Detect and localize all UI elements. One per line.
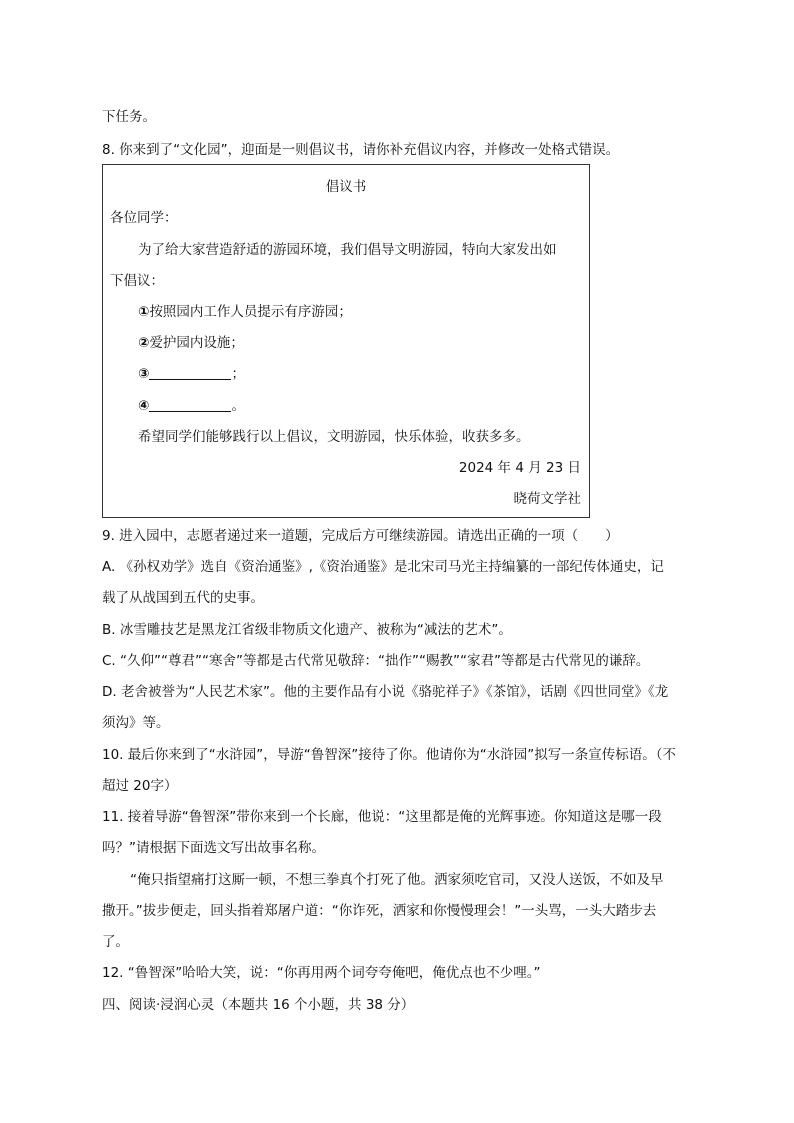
proposal-item-3 bbox=[138, 364, 245, 384]
proposal-intro: 为了给大家营造舒适的游园环境，我们倡导文明游园，特向大家发出如 bbox=[138, 242, 557, 258]
option-a-cont: 载了从战国到五代的史事。 bbox=[102, 590, 264, 606]
passage-line: “俺只指望痛打这厮一顿，不想三拳真个打死了他。洒家须吃官司，又没人送饭，不如及早 bbox=[130, 872, 664, 888]
text-line: 下任务。 bbox=[102, 109, 156, 125]
item-number: ④ bbox=[138, 398, 150, 414]
proposal-title: 倡议书 bbox=[325, 179, 367, 195]
proposal-item-2 bbox=[138, 333, 244, 353]
passage-line: 了。 bbox=[102, 934, 129, 950]
question-9: 9. 进入园中，志愿者递过来一道题，完成后方可继续游园。请选出正确的一项（ ） bbox=[102, 528, 619, 544]
item-number: ① bbox=[138, 304, 150, 320]
proposal-greeting: 各位同学： bbox=[110, 210, 178, 226]
item-text: 爱护园内设施； bbox=[149, 335, 244, 351]
question-11: 11. 接着导游“鲁智深”带你来到一个长廊，他说：“这里都是俺的光辉事迹。你知道这是哪一段 bbox=[102, 809, 662, 825]
passage-line: 撒开。”拔步便走，回头指着郑屠户道：“你诈死，洒家和你慢慢理会！”一头骂，一头大踏步去 bbox=[102, 903, 657, 919]
proposal-closing: 希望同学们能够践行以上倡议，文明游园，快乐体验，收获多多。 bbox=[138, 429, 530, 445]
question-11-cont: 吗？”请根据下面选文写出故事名称。 bbox=[102, 840, 325, 856]
question-8: 8. 你来到了“文化园”，迎面是一则倡议书，请你补充倡议内容，并修改一处格式错误。 bbox=[102, 142, 620, 158]
item-number: ② bbox=[138, 335, 150, 351]
option-d: D. 老舍被誉为“人民艺术家”。他的主要作品有小说《骆驼祥子》《茶馆》，话剧《四世同堂》《龙 bbox=[102, 684, 669, 700]
option-b: B. 冰雪雕技艺是黑龙江省级非物质文化遗产、被称为“减法的艺术”。 bbox=[102, 622, 512, 638]
option-d-cont: 须沟》等。 bbox=[102, 715, 170, 731]
proposal-signature: 晓荷文学社 bbox=[513, 491, 581, 507]
item-punct: ； bbox=[231, 366, 245, 382]
proposal-date: 2024 年 4 月 23 日 bbox=[458, 460, 581, 476]
option-c: C. “久仰”“尊君”“寒舍”等都是古代常见敬辞：“拙作”“赐教”“家君”等都是古代常见的谦辞。 bbox=[102, 653, 650, 669]
proposal-intro-cont: 下倡议： bbox=[110, 273, 164, 289]
proposal-item-1 bbox=[138, 302, 352, 322]
proposal-box bbox=[102, 164, 590, 518]
item-punct: 。 bbox=[231, 398, 245, 414]
proposal-item-4 bbox=[138, 396, 245, 416]
option-a: A. 《孙权劝学》选自《资治通鉴》,《资治通鉴》是北宋司马光主持编纂的一部纪传体通史，记 bbox=[102, 559, 664, 575]
answer-blank[interactable] bbox=[149, 397, 231, 412]
question-10-cont: 超过 20字） bbox=[102, 778, 178, 794]
section-heading: 四、阅读·浸润心灵（本题共 16 个小题，共 38 分） bbox=[102, 997, 415, 1013]
question-10: 10. 最后你来到了“水浒园”，导游“鲁智深”接待了你。他请你为“水浒园”拟写一条宣传标语。（不 bbox=[102, 747, 676, 763]
question-12: 12. “鲁智深”哈哈大笑，说：“你再用两个词夸夸俺吧，俺优点也不少哩。” bbox=[102, 965, 541, 981]
answer-blank[interactable] bbox=[149, 365, 231, 380]
item-number: ③ bbox=[138, 366, 150, 382]
item-text: 按照园内工作人员提示有序游园； bbox=[149, 304, 352, 320]
